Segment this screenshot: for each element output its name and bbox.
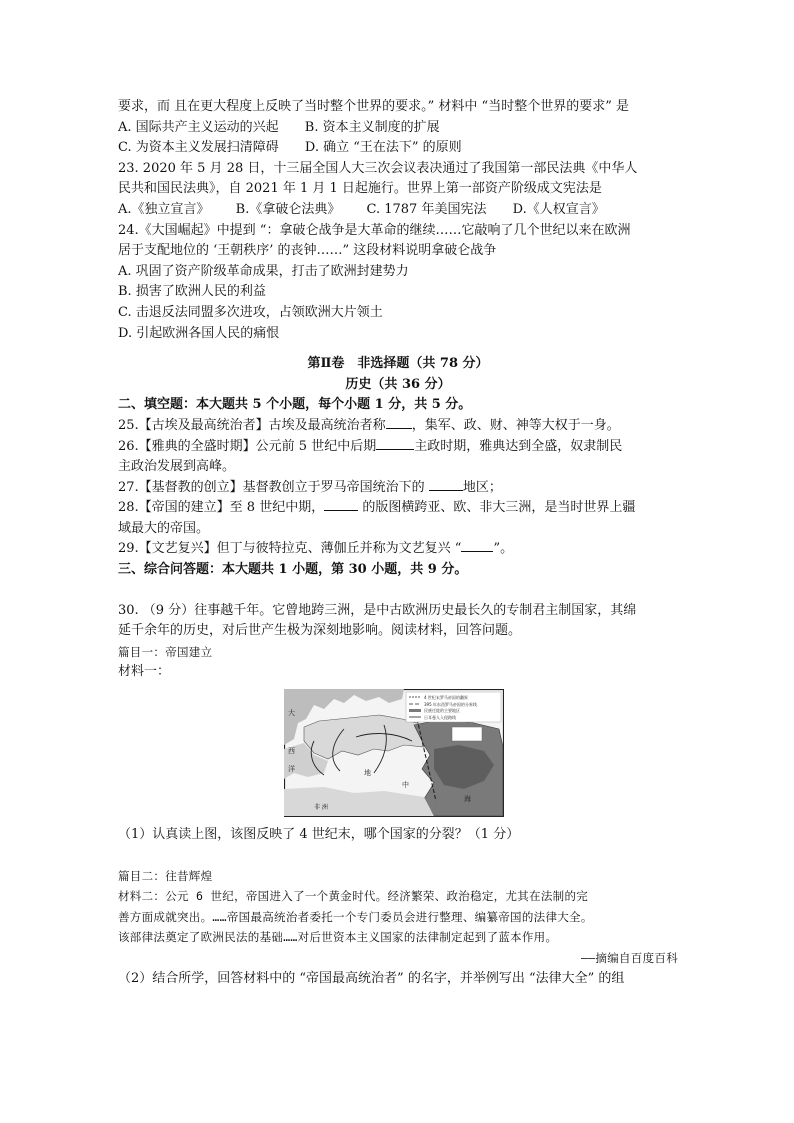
q28-text-before: 28.【帝国的建立】至 8 世纪中期， [118,500,325,516]
roman-empire-map [284,689,504,817]
map-label-hai: 海 [464,795,471,804]
map-label-xi: 西 [288,747,295,756]
q23-stem-line2: 民共和国民法典》，自 2021 年 1 月 1 日起施行。世界上第一部资产阶级成文宪法是 [118,181,602,197]
q30-intro-line2: 延千余年的历史，对后世产生极为深刻地影响。阅读材料，回答问题。 [118,623,522,639]
map-legend [406,692,501,722]
map-label-yang: 洋 [288,765,295,774]
q29-text-after: ”。 [493,541,514,557]
q23-option-d[interactable]: D.《人权宣言》 [512,201,605,217]
q23-option-b[interactable]: B.《拿破仑法典》 [235,201,341,217]
q23-option-c[interactable]: C. 1787 年美国宪法 [366,201,487,217]
q28-text-after: 的版图横跨亚、欧、非大三洲，是当时世界上疆 [358,500,636,516]
q30-intro-line1: 30. （9 分）往事越千年。它曾地跨三洲，是中古欧洲历史最长久的专制君主制国家，其绵 [118,602,637,618]
q22-option-c[interactable]: C. 为资本主义发展扫清障碍 [118,140,279,156]
q24-option-c[interactable]: C. 击退反法同盟多次进攻，占领欧洲大片领土 [118,304,383,320]
legend-4: 日耳曼人入侵路线 [424,715,456,721]
q27 [118,478,678,499]
q22-options-row2 [118,138,678,159]
q27-text-after: 地区； [462,479,502,495]
q24-option-b[interactable]: B. 损害了欧洲人民的利益 [118,284,266,300]
q23-option-a[interactable]: A.《独立宣言》 [118,201,210,217]
q24-stem-line1: 24.《大国崛起》中提到 “：拿破仑战争是大革命的继续……它敲响了几个世纪以来在欧洲 [118,222,631,238]
material2-line1: 材料二：公元 6 世纪，帝国进入了一个黄金时代。经济繁荣、政治稳定，尤其在法制的完 [118,889,589,904]
material2-line3: 该部律法奠定了欧洲民法的基础……对后世资本主义国家的法律制定起到了蓝本作用。 [118,930,558,945]
q27-blank[interactable] [429,478,463,491]
q28-line1 [118,498,678,519]
legend-1: 4 世纪末罗马帝国的疆界 [424,695,468,701]
q28-blank[interactable] [324,498,358,511]
q22-options-row1 [118,118,678,139]
q26-line1 [118,437,678,458]
q29-blank[interactable] [461,539,493,552]
section2-title: 第Ⅱ卷 非选择题（共 78 分） [307,356,489,372]
q26-blank[interactable] [376,437,414,450]
material2-source: ——摘编自百度百科 [580,951,678,965]
q27-text-before: 27.【基督教的创立】基督教创立于罗马帝国统治下的 [118,479,429,495]
exam-page [118,97,678,989]
q22-option-a[interactable]: A. 国际共产主义运动的兴起 [118,119,279,135]
q24-option-d[interactable]: D. 引起欧洲各国人民的痛恨 [118,325,280,341]
q22-option-b[interactable]: B. 资本主义制度的扩展 [304,119,440,135]
legend-2: 395 年东西罗马帝国的分界线 [424,702,477,708]
q30-sub1: （1）认真读上图，该图反映了 4 世纪末，哪个国家的分裂？（1 分） [118,827,520,843]
q29-text-before: 29.【文艺复兴】但丁与彼特拉克、薄伽丘并称为文艺复兴 “ [118,541,462,557]
q24-option-a[interactable]: A. 巩固了资产阶级革命成果，打击了欧洲封建势力 [118,263,409,279]
legend-3: 民族迁徙的主要地区 [424,708,460,714]
map-figure [284,689,504,817]
q26-text-before: 26.【雅典的全盛时期】公元前 5 世纪中后期 [118,438,377,454]
section2-subtitle: 历史（共 36 分） [345,376,451,392]
q25-blank[interactable] [386,416,412,429]
part1-title: 篇目一：帝国建立 [118,644,213,659]
map-label-da: 大 [288,709,295,718]
q29 [118,539,678,560]
q22-stem-tail: 要求，而 且在更大程度上反映了当时整个世界的要求。” 材料中 “当时整个世界的要求” 是 [118,99,629,114]
q30-sub2: （2）结合所学，回答材料中的 “帝国最高统治者” 的名字，并举例写出 “法律大全” 的组 [118,970,625,986]
q25 [118,416,678,437]
q22-option-d[interactable]: D. 确立 “王在法下” 的原则 [304,140,462,156]
map-label-di: 地 [364,769,371,778]
q24-stem-line2: 居于支配地位的 ‘王朝秩序’ 的丧钟……” 这段材料说明拿破仑战争 [118,243,497,259]
part2-title: 篇目二：往昔辉煌 [118,868,213,883]
q25-text-before: 25.【古埃及最高统治者】古埃及最高统治者称 [118,417,386,433]
q25-text-after: ，集军、政、财、神等大权于一身。 [411,417,620,433]
q23-stem-line1: 23. 2020 年 5 月 28 日，十三届全国人大三次会议表决通过了我国第一部民法典《中华人 [118,160,638,176]
essay-heading: 三、综合问答题：本大题共 1 小题，第 30 小题，共 9 分。 [118,562,468,578]
q28-line2: 域最大的帝国。 [118,520,210,536]
fill-in-heading: 二、填空题：本大题共 5 个小题，每个小题 1 分，共 5 分。 [118,397,472,413]
material2-line2: 善方面成就突出。……帝国最高统治者委托一个专门委员会进行整理、编纂帝国的法律大全。 [118,909,593,924]
map-label-africa: 非 洲 [314,804,328,812]
map-label-zhong: 中 [402,781,409,790]
q26-line2: 主政治发展到高峰。 [118,459,236,475]
q26-text-after: 主政时期，雅典达到全盛，奴隶制民 [414,438,623,454]
material1-label: 材料一： [118,664,171,680]
q23-options [118,200,678,221]
